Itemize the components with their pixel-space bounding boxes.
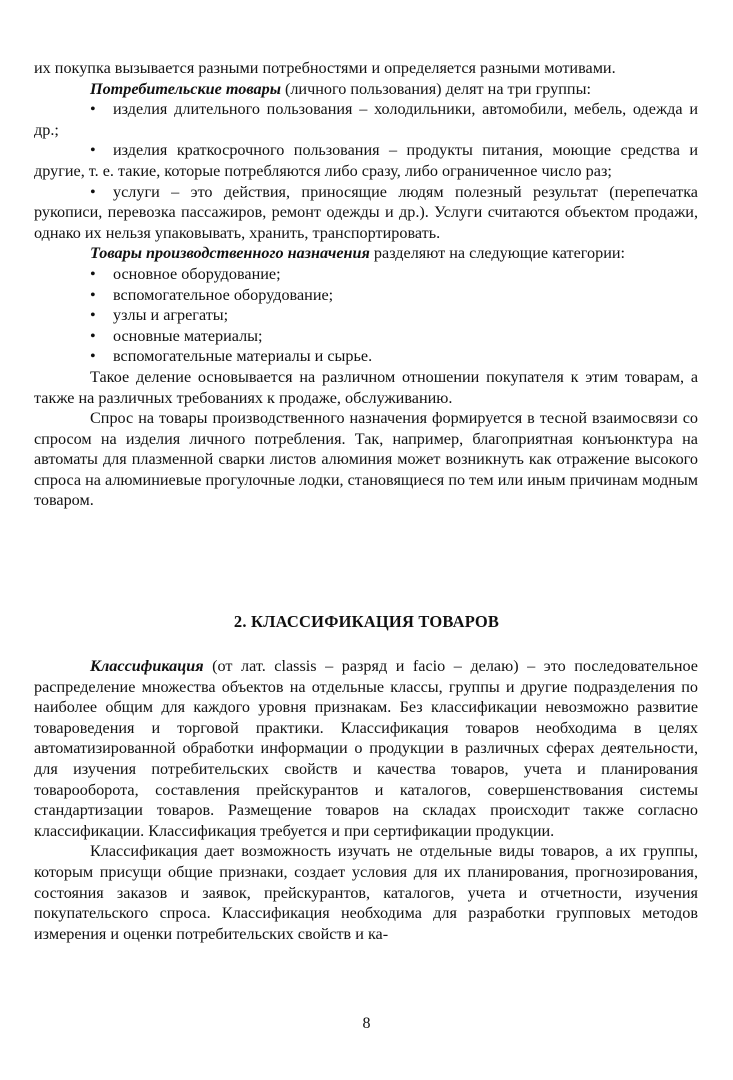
list-item <box>34 140 698 181</box>
lower-text-block <box>34 656 698 944</box>
demand-paragraph: Спрос на товары производственного назначения формируется в тесной взаимосвязи со спросом на изделия личного потребления. Так, например, благоприятная конъюнктура на автоматы для плазменной сварки листов алюминия может возникнуть как отражение высокого спроса на алюминиевые прогулочные лодки, становящиеся по тем или иным причинам модным товаром. <box>34 409 698 510</box>
list-item-text: основные материалы; <box>113 326 263 345</box>
bullet-icon: • <box>90 264 96 283</box>
classification-term: Классификация <box>90 657 204 675</box>
section-heading: 2. КЛАССИФИКАЦИЯ ТОВАРОВ <box>233 612 500 631</box>
bullet-icon: • <box>90 306 96 325</box>
list-item <box>34 182 698 244</box>
list-item-text: вспомогательное оборудование; <box>113 285 334 304</box>
bullet-icon: • <box>90 326 96 345</box>
bullet-icon: • <box>90 100 96 119</box>
list-item <box>34 285 698 306</box>
list-item-text: услуги – это действия, приносящие людям полезный результат (перепечатка рукописи, перевозка пассажиров, ремонт одежды и др.). Услуги считаются объектом продажи, однако их нельзя упаковывать, хранить, транспортировать. <box>34 182 698 242</box>
list-item <box>34 99 698 140</box>
list-item <box>34 305 698 326</box>
industrial-goods-term: Товары производственного назначения <box>90 244 370 263</box>
bullet-icon: • <box>90 182 96 201</box>
bullet-icon: • <box>90 285 96 304</box>
list-item <box>34 346 698 367</box>
list-item <box>34 326 698 347</box>
classification-paragraph <box>34 656 698 841</box>
list-item-text: основное оборудование; <box>113 264 281 283</box>
industrial-goods-paragraph <box>34 243 698 264</box>
bullet-icon: • <box>90 141 96 160</box>
list-item-text: вспомогательные материалы и сырье. <box>113 347 373 366</box>
industrial-goods-rest: разделяют на следующие категории: <box>369 244 626 263</box>
consumer-goods-rest: (личного пользования) делят на три группы: <box>280 79 591 98</box>
page-number: 8 <box>362 1015 371 1032</box>
bullet-icon: • <box>90 347 96 366</box>
list-item-text: узлы и агрегаты; <box>113 306 229 325</box>
consumer-goods-term: Потребительские товары <box>90 79 281 98</box>
upper-text-block <box>34 58 698 511</box>
list-item <box>34 264 698 285</box>
consumer-goods-paragraph <box>34 79 698 100</box>
classification-rest: (от лат. classis – разряд и facio – делаю) – это последовательное распределение множества объектов на отдельные классы, группы и другие подразделения по наиболее общим для каждого уровня признакам. Без классификации невозможно развитие товароведения и торговой практики. Классификация товаров необходима в целях автоматизированной обработки информации о продукции в различных сферах деятельности, для изучения потребительских свойств и качества товаров, учета и планирования товарооборота, составления прейскурантов и каталогов, совершенствования системы стандартизации товаров. Размещение товаров на складах происходит также согласно классификации. Классификация требуется и при сертификации продукции. <box>34 657 698 840</box>
list-item-text: изделия краткосрочного пользования – продукты питания, моющие средства и другие, т. е. такие, которые потребляются либо сразу, либо ограниченное число раз; <box>34 141 698 180</box>
last-paragraph: Классификация дает возможность изучать не отдельные виды товаров, а их группы, которым присущи общие признаки, создает условия для их планирования, прогнозирования, состояния заказов и заявок, прейскурантов, каталогов, учета и отчетности, изучения покупательского спроса. Классификация необходима для разработки групповых методов измерения и оценки потребительских свойств и ка- <box>34 842 698 943</box>
intro-line: их покупка вызывается разными потребностями и определяется разными мотивами. <box>34 59 616 77</box>
list-item-text: изделия длительного пользования – холодильники, автомобили, мебель, одежда и др.; <box>34 100 698 139</box>
division-paragraph: Такое деление основывается на различном отношении покупателя к этим товарам, а также на различных требованиях к продаже, обслуживанию. <box>34 367 698 407</box>
